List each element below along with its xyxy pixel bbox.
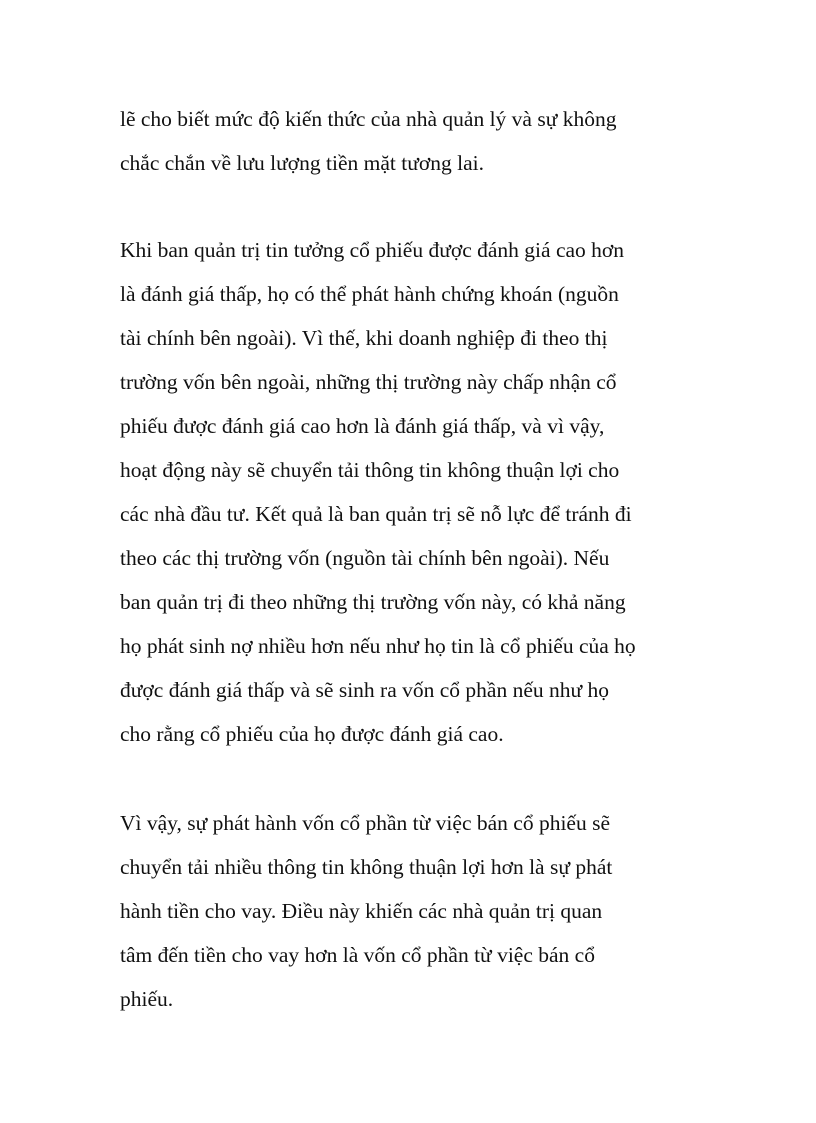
- paragraph-3: [120, 801, 720, 1021]
- text-line: họ phát sinh nợ nhiều hơn nếu như họ tin là cổ phiếu của họ: [120, 634, 636, 658]
- text-line: ban quản trị đi theo những thị trường vốn này, có khả năng: [120, 590, 626, 614]
- text-line: Vì vậy, sự phát hành vốn cổ phần từ việc bán cổ phiếu sẽ: [120, 811, 611, 835]
- text-line: lẽ cho biết mức độ kiến thức của nhà quản lý và sự không: [120, 107, 617, 131]
- text-line: Khi ban quản trị tin tưởng cổ phiếu được đánh giá cao hơn: [120, 238, 625, 262]
- paragraph-1: [120, 97, 720, 185]
- text-line: cho rằng cổ phiếu của họ được đánh giá cao.: [120, 722, 504, 746]
- text-line: chắc chắn về lưu lượng tiền mặt tương lai.: [120, 151, 484, 175]
- text-line: hoạt động này sẽ chuyển tải thông tin không thuận lợi cho: [120, 458, 620, 482]
- text-line: chuyển tải nhiều thông tin không thuận lợi hơn là sự phát: [120, 855, 613, 879]
- text-line: được đánh giá thấp và sẽ sinh ra vốn cổ phần nếu như họ: [120, 678, 610, 702]
- text-line: theo các thị trường vốn (nguồn tài chính bên ngoài). Nếu: [120, 546, 610, 570]
- text-line: phiếu.: [120, 987, 174, 1011]
- text-line: tài chính bên ngoài). Vì thế, khi doanh nghiệp đi theo thị: [120, 326, 608, 350]
- text-line: phiếu được đánh giá cao hơn là đánh giá thấp, và vì vậy,: [120, 414, 605, 438]
- text-line: trường vốn bên ngoài, những thị trường này chấp nhận cổ: [120, 370, 617, 394]
- text-line: tâm đến tiền cho vay hơn là vốn cổ phần từ việc bán cổ: [120, 943, 595, 967]
- text-line: các nhà đầu tư. Kết quả là ban quản trị sẽ nỗ lực để tránh đi: [120, 502, 632, 526]
- text-line: hành tiền cho vay. Điều này khiến các nhà quản trị quan: [120, 899, 603, 923]
- text-line: là đánh giá thấp, họ có thể phát hành chứng khoán (nguồn: [120, 282, 619, 306]
- paragraph-2: [120, 228, 720, 756]
